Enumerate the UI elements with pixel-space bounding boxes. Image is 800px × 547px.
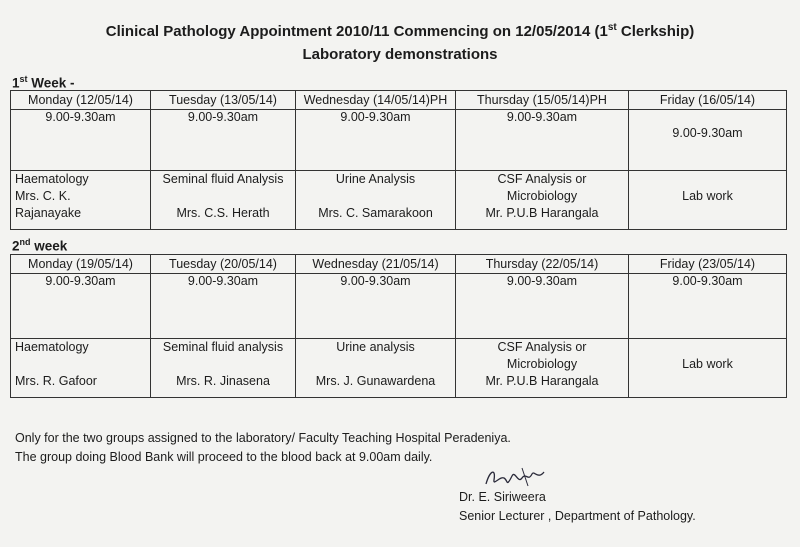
- day-header: Tuesday (20/05/14): [151, 255, 296, 274]
- activity-cell: [456, 171, 629, 230]
- time-cell: 9.00-9.30am: [629, 110, 787, 171]
- day-header: Friday (16/05/14): [629, 91, 787, 110]
- activity-name: Urine analysis: [336, 340, 415, 354]
- activity-cell: [296, 339, 456, 398]
- time-cell: 9.00-9.30am: [296, 274, 456, 339]
- time-cell: 9.00-9.30am: [11, 274, 151, 339]
- page-title: Clinical Pathology Appointment 2010/11 Commencing on 12/05/2014 (1st Clerkship): [105, 22, 695, 40]
- instructor-name: Mr. P.U.B Harangala: [485, 374, 599, 388]
- activity-cell: [11, 339, 151, 398]
- signatory-position: Senior Lecturer , Department of Pathology.: [459, 509, 696, 523]
- instructor-name: Rajanayake: [15, 206, 82, 220]
- time-cell: 9.00-9.30am: [296, 110, 456, 171]
- activity-name: Microbiology: [506, 357, 578, 371]
- note-line-2: The group doing Blood Bank will proceed to the blood back at 9.00am daily.: [15, 450, 433, 464]
- time-cell: 9.00-9.30am: [151, 110, 296, 171]
- activity-cell: [11, 171, 151, 230]
- time-cell: 9.00-9.30am: [151, 274, 296, 339]
- day-header: Friday (23/05/14): [629, 255, 787, 274]
- table-header-row: [11, 91, 787, 110]
- time-cell: 9.00-9.30am: [629, 274, 787, 339]
- activity-name: Microbiology: [506, 189, 578, 203]
- time-cell: 9.00-9.30am: [456, 110, 629, 171]
- instructor-name: Mrs. R. Jinasena: [176, 374, 270, 388]
- day-header: Tuesday (13/05/14): [151, 91, 296, 110]
- instructor-name: Mrs. C. K.: [15, 189, 71, 203]
- activity-cell: [629, 171, 787, 230]
- signature-icon: [482, 462, 552, 492]
- activity-cell: [296, 171, 456, 230]
- signatory-name: Dr. E. Siriweera: [459, 490, 546, 504]
- time-cell: 9.00-9.30am: [11, 110, 151, 171]
- activity-name: CSF Analysis or: [497, 172, 587, 186]
- time-row: [11, 274, 787, 339]
- instructor-name: Mrs. C.S. Herath: [176, 206, 270, 220]
- day-header: Wednesday (14/05/14)PH: [296, 91, 456, 110]
- week-2-table: [10, 254, 787, 398]
- activity-name: Haematology: [15, 172, 89, 186]
- activity-name: Seminal fluid analysis: [162, 340, 284, 354]
- instructor-name: Mrs. J. Gunawardena: [315, 374, 436, 388]
- week-2-label: 2nd week: [12, 237, 68, 254]
- week-1-table: [10, 90, 787, 230]
- week-1-label: 1st Week -: [12, 74, 75, 91]
- activity-cell: [629, 339, 787, 398]
- activity-name: Lab work: [682, 357, 733, 371]
- activity-name: Seminal fluid Analysis: [162, 172, 284, 186]
- day-header: Monday (12/05/14): [11, 91, 151, 110]
- time-cell: 9.00-9.30am: [456, 274, 629, 339]
- day-header: Thursday (22/05/14): [456, 255, 629, 274]
- instructor-name: Mrs. C. Samarakoon: [318, 206, 433, 220]
- page-subtitle: Laboratory demonstrations: [302, 46, 498, 63]
- time-row: [11, 110, 787, 171]
- activity-cell: [151, 339, 296, 398]
- day-header: Thursday (15/05/14)PH: [456, 91, 629, 110]
- activity-name: Lab work: [682, 189, 733, 203]
- day-header: Wednesday (21/05/14): [296, 255, 456, 274]
- activity-row: [11, 339, 787, 398]
- activity-name: CSF Analysis or: [497, 340, 587, 354]
- activity-name: Haematology: [15, 340, 89, 354]
- activity-row: [11, 171, 787, 230]
- activity-name: Urine Analysis: [335, 172, 416, 186]
- instructor-name: Mr. P.U.B Harangala: [485, 206, 599, 220]
- note-line-1: Only for the two groups assigned to the laboratory/ Faculty Teaching Hospital Peradeniya.: [15, 431, 511, 445]
- day-header: Monday (19/05/14): [11, 255, 151, 274]
- activity-cell: [151, 171, 296, 230]
- instructor-name: Mrs. R. Gafoor: [15, 374, 97, 388]
- table-header-row: [11, 255, 787, 274]
- activity-cell: [456, 339, 629, 398]
